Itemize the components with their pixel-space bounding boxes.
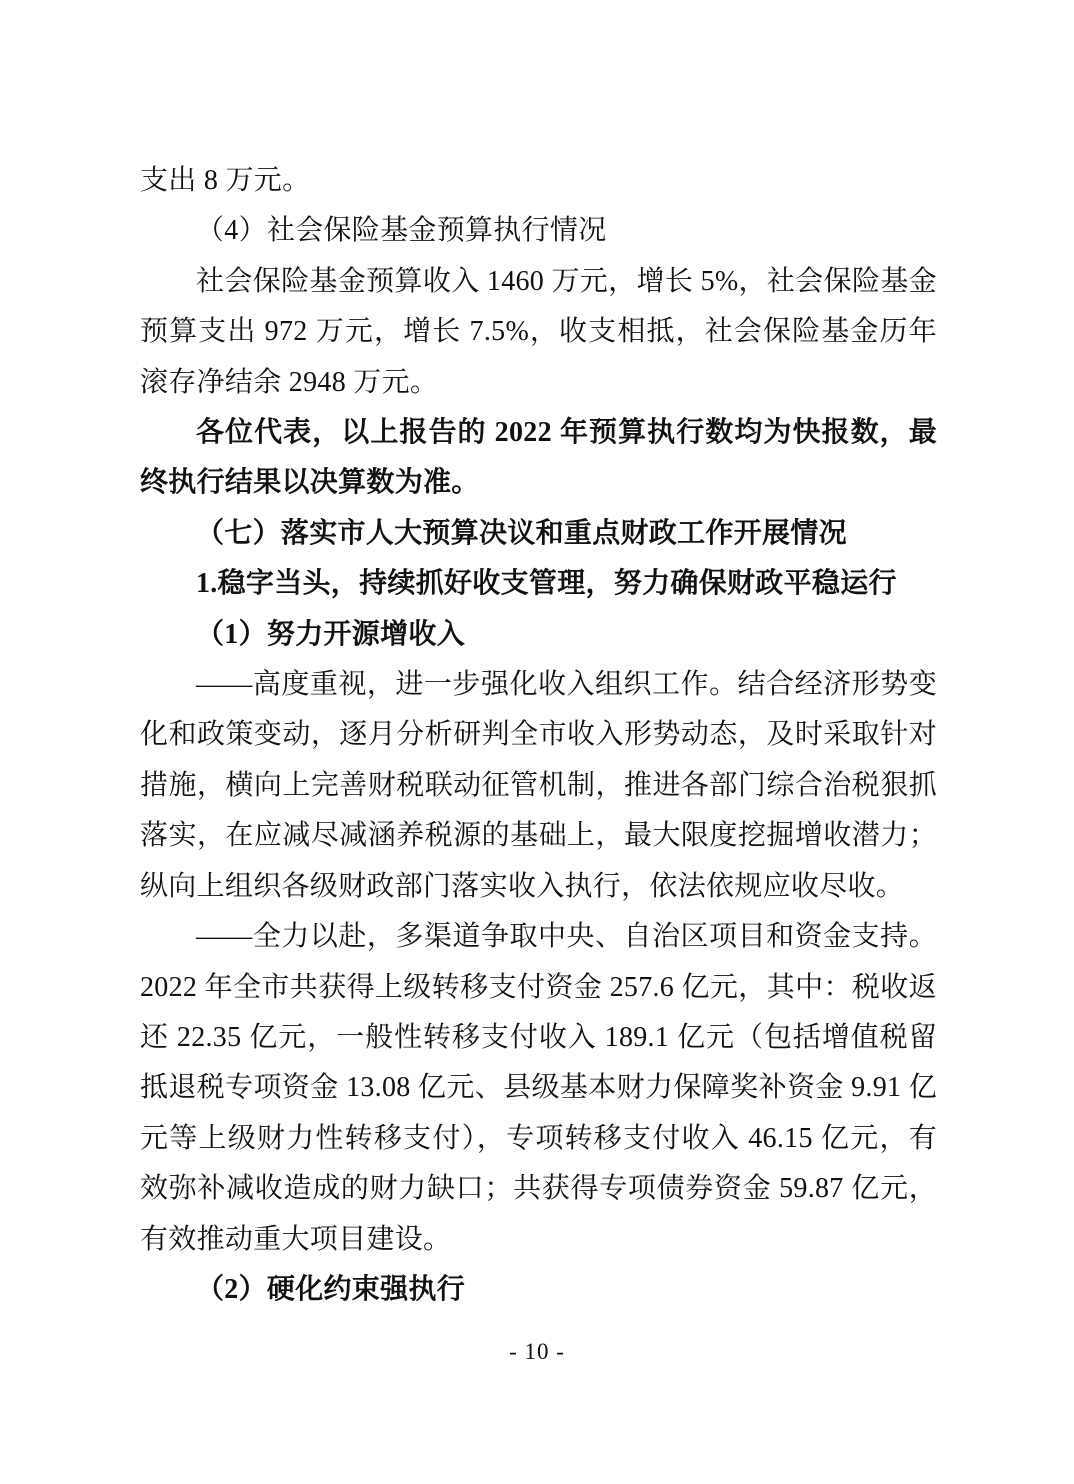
paragraph-transfer-payments: ——全力以赴，多渠道争取中央、自治区项目和资金支持。2022 年全市共获得上级转移支付资金 257.6 亿元，其中：税收返还 22.35 亿元，一般性转移支付收入 189.1 亿元（包括增值税留抵退税专项资金 13.08 亿元、县级基本财力保障奖补资金 9.91 亿元等上级财力性转移支付），专项转移支付收入 46.15 亿元，有效弥补减收造成的财力缺口；共获得专项债券资金 59.87 亿元，有效推动重大项目建设。 — [140, 921, 937, 1255]
document-body — [140, 156, 937, 1315]
paragraph-expenditure-continuation: 支出 8 万元。 — [140, 165, 311, 196]
paragraph-revenue-organization: ——高度重视，进一步强化收入组织工作。结合经济形势变化和政策变动，逐月分析研判全市收入形势动态，及时采取针对措施，横向上完善财税联动征管机制，推进各部门综合治税狠抓落实，在应减尽减涵养税源的基础上，最大限度挖掘增收潜力；纵向上组织各级财政部门落实收入执行，依法依规应收尽收。 — [140, 669, 937, 902]
page-number: - 10 - — [509, 1339, 565, 1364]
heading-item-two-harden-constraints: （2）硬化约束强执行 — [196, 1273, 466, 1305]
heading-social-insurance-fund-budget: （4）社会保险基金预算执行情况 — [196, 215, 607, 247]
heading-subsection-one-stability: 1.稳字当头，持续抓好收支管理，努力确保财政平稳运行 — [196, 568, 897, 600]
paragraph-delegates-note: 各位代表，以上报告的 2022 年预算执行数均为快报数，最终执行结果以决算数为准。 — [140, 417, 937, 499]
heading-section-seven: （七）落实市人大预算决议和重点财政工作开展情况 — [196, 517, 847, 549]
paragraph-social-insurance-fund-figures: 社会保险基金预算收入 1460 万元，增长 5%，社会保险基金预算支出 972 万元，增长 7.5%，收支相抵，社会保险基金历年滚存净结余 2948 万元。 — [140, 265, 937, 398]
heading-item-one-increase-revenue: （1）努力开源增收入 — [196, 618, 466, 650]
